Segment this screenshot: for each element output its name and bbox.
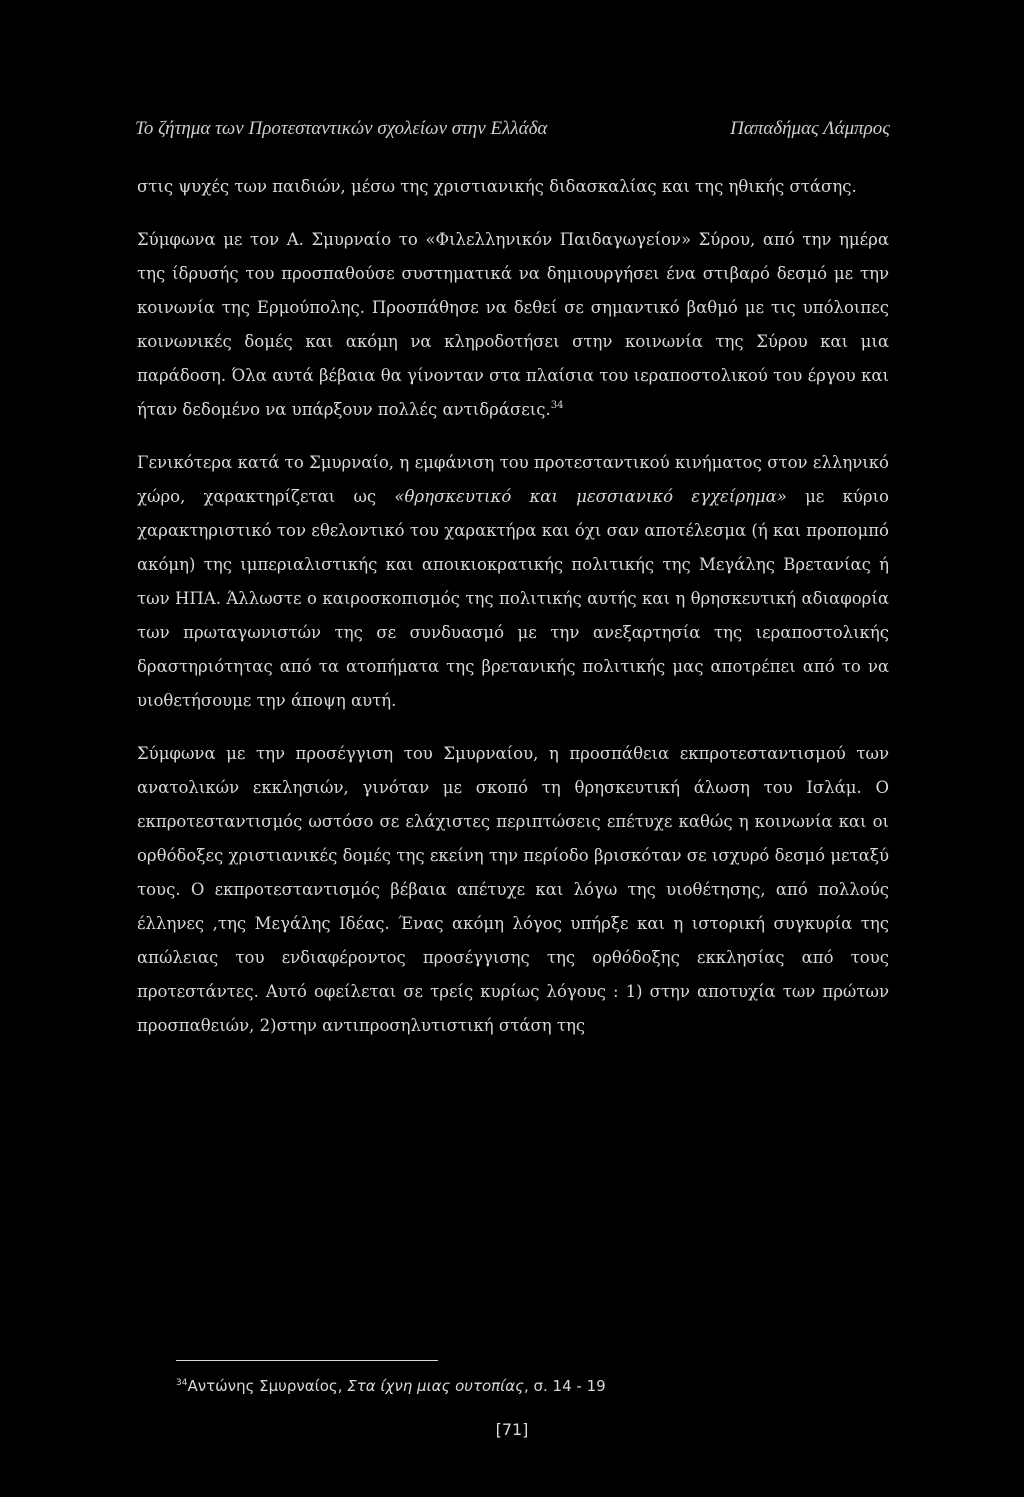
footnote-separator <box>176 1360 438 1361</box>
paragraph-1 <box>137 170 889 204</box>
footnote-pages: , σ. 14 - 19 <box>523 1377 606 1395</box>
paragraph-3-text-end: με κύριο χαρακτηριστικό τον εθελοντικό του χαρακτήρα και όχι σαν αποτέλεσμα (ή και προπομπό ακόμη) της ιμπεριαλιστικής και αποικιοκρατικής πολιτικής της Μεγάλης Βρετανίας ή των ΗΠΑ. Άλλωστε ο καιροσκοπισμός της πολιτικής αυτής και η θρησκευτική αδιαφορία των πρωταγωνιστών της σε συνδυασμό με την ανεξαρτησία της ιεραποστολικής δραστηριότητας από τα ατοπήματα της βρετανικής πολιτικής μας αποτρέπει από το να υιοθετήσουμε την άποψη αυτή. <box>137 487 889 710</box>
paragraph-3-quote: «θρησκευτικό και μεσσιανικό εγχείρημα» <box>394 487 787 506</box>
header-author: Παπαδήμας Λάμπρος <box>730 118 890 139</box>
paragraph-3 <box>137 446 889 718</box>
page-number: [71] <box>495 1420 529 1439</box>
footnote-number: 34 <box>176 1378 188 1388</box>
body-text <box>137 170 889 1043</box>
footnote-reference[interactable]: 34 <box>550 400 564 411</box>
header-title: Το ζήτημα των Προτεσταντικών σχολείων στην Ελλάδα <box>135 118 548 139</box>
paragraph-4-text: Σύμφωνα με την προσέγγιση του Σμυρναίου, η προσπάθεια εκπροτεσταντισμού των ανατολικών εκκλησιών, γινόταν με σκοπό τη θρησκευτική άλωση του Ισλάμ. Ο εκπροτεσταντισμός ωστόσο σε ελάχιστες περιπτώσεις επέτυχε καθώς η κοινωνία και οι ορθόδοξες χριστιανικές δομές της εκείνη την περίοδο βρισκόταν σε ισχυρό δεσμό μεταξύ τους. Ο εκπροτεσταντισμός βέβαια απέτυχε και λόγω της υιοθέτησης, από πολλούς έλληνες ,της Μεγάλης Ιδέας. Ένας ακόμη λόγος υπήρξε και η ιστορική συγκυρία της απώλειας του ενδιαφέροντος προσέγγισης της ορθόδοξης εκκλησίας από τους προτεστάντες. Αυτό οφείλεται σε τρείς κυρίως λόγους : 1) στην αποτυχία των πρώτων προσπαθειών, 2)στην αντιπροσηλυτιστική στάση της <box>137 744 889 1035</box>
footnote <box>176 1377 606 1395</box>
paragraph-4 <box>137 737 889 1043</box>
paragraph-1-text: στις ψυχές των παιδιών, μέσω της χριστιανικής διδασκαλίας και της ηθικής στάσης. <box>137 177 857 196</box>
paragraph-3-text-start: Γενικότερα κατά το Σμυρναίο, η εμφάνιση του προτεσταντικού κινήματος στον ελληνικό χώρο, χαρακτηρίζεται ως <box>137 453 889 506</box>
footnote-author: Αντώνης Σμυρναίος, <box>187 1377 348 1395</box>
paragraph-2 <box>137 223 889 427</box>
running-header <box>135 118 890 146</box>
paragraph-2-text: Σύμφωνα με τον Α. Σμυρναίο το «Φιλελληνικόν Παιδαγωγείον» Σύρου, από την ημέρα της ίδρυσής του προσπαθούσε συστηματικά να δημιουργήσει ένα στιβαρό δεσμό με την κοινωνία της Ερμούπολης. Προσπάθησε να δεθεί σε σημαντικό βαθμό με τις υπόλοιπες κοινωνικές δομές και ακόμη να κληροδοτήσει στην κοινωνία της Σύρου και μια παράδοση. Όλα αυτά βέβαια θα γίνονταν στα πλαίσια του ιεραποστολικού του έργου και ήταν δεδομένο να υπάρξουν πολλές αντιδράσεις. <box>137 230 889 419</box>
footnote-title: Στα ίχνη μιας ουτοπίας <box>347 1377 524 1395</box>
